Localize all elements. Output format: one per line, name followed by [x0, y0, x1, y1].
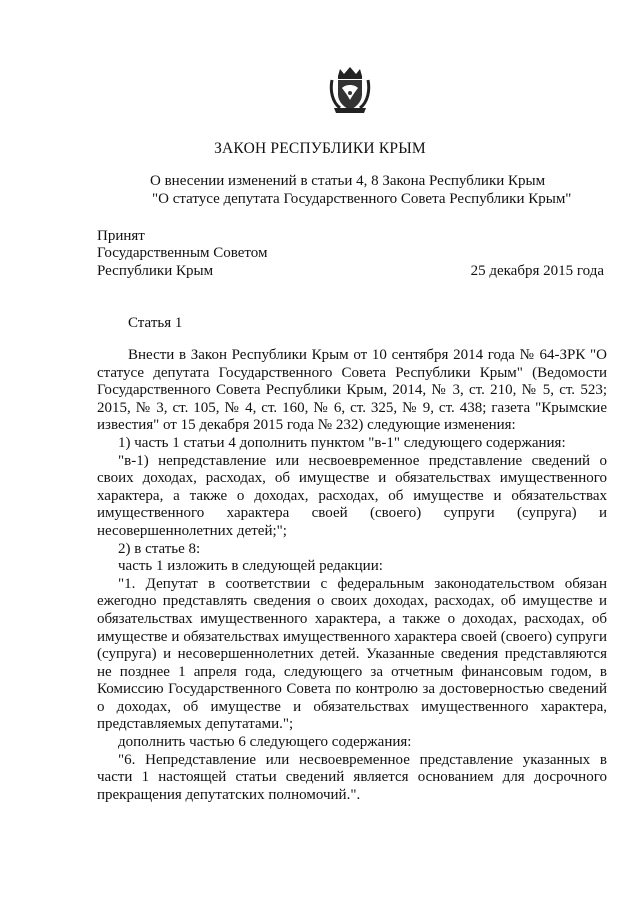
article-heading: Статья 1 [128, 315, 183, 331]
article-body [97, 347, 607, 804]
article-paragraph: "6. Непредставление или несвоевременное представление указанных в части 1 настоящей статьи сведений является основанием для досрочного прекращения депутатских полномочий.". [97, 751, 607, 803]
adoption-line3: Республики Крым [97, 263, 214, 279]
article-paragraph: Внести в Закон Республики Крым от 10 сентября 2014 года № 64-ЗРК "О статусе депутата Государственного Совета Республики Крым" (Ведомости Государственного Совета Республики Крым, 2014, № 3, ст. 210, № 5, ст. 523; 2015, № 3, ст. 105, № 4, ст. 160, № 6, ст. 325, № 9, ст. 438; газета "Крымские известия" от 15 декабря 2015 года № 232) следующие изменения: [97, 347, 607, 434]
article-paragraph: 2) в статье 8: [118, 540, 201, 557]
article-paragraph: "в-1) непредставление или несвоевременное представление сведений о своих доходах, расходах, об имуществе и обязательствах имущественного характера, а также о доходах, расходах, об имуществе и обязательствах имущественного характера своей (своего) супруги (супруга) и несовершеннолетних детей;"; [97, 452, 607, 539]
adoption-line1: Принят [97, 228, 145, 244]
article-paragraph: 1) часть 1 статьи 4 дополнить пунктом "в-1" следующего содержания: [118, 434, 566, 451]
crimea-coat-of-arms-icon [328, 66, 372, 114]
document-subtitle-line2: "О статусе депутата Государственного Совета Республики Крым" [152, 191, 572, 207]
article-paragraph: часть 1 изложить в следующей редакции: [118, 558, 383, 575]
article-paragraph: "1. Депутат в соответствии с федеральным законодательством обязан ежегодно представлять сведения о своих доходах, расходах, об имуществе и обязательствах имущественного характера, а также о доходах, расходах, об имуществе и обязательствах имущественного характера своей (своего) супруги (супруга) и несовершеннолетних детей. Указанные сведения представляются не позднее 1 апреля года, следующего за отчетным финансовым годом, в Комиссию Государственного Совета по контролю за достоверностью сведений о доходах, об имуществе и обязательствах имущественного характера, представляемых депутатами."; [97, 575, 607, 733]
article-paragraph: дополнить частью 6 следующего содержания: [118, 734, 412, 751]
document-subtitle-line1: О внесении изменений в статьи 4, 8 Закона Республики Крым [150, 173, 546, 189]
document-title: ЗАКОН РЕСПУБЛИКИ КРЫМ [214, 140, 426, 157]
adoption-line2: Государственным Советом [97, 245, 268, 261]
adoption-date: 25 декабря 2015 года [470, 263, 604, 279]
